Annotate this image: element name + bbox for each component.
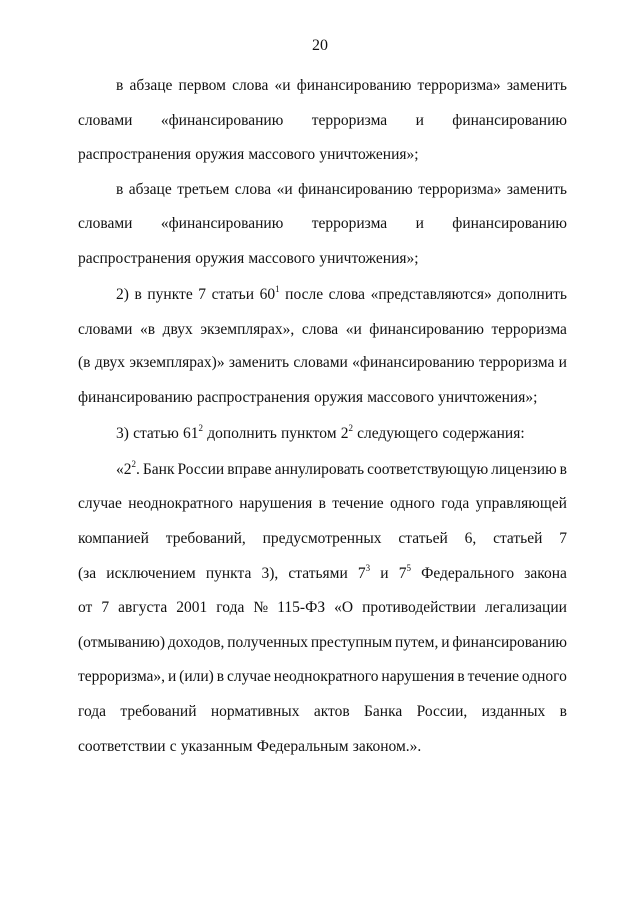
word: оружия xyxy=(195,146,245,163)
word: в xyxy=(318,495,326,512)
word: лицензию xyxy=(491,461,557,478)
word: «финансированию xyxy=(160,215,284,232)
word: терроризма», xyxy=(78,668,166,685)
word: следующего xyxy=(357,425,439,442)
word: нарушения xyxy=(381,668,455,685)
word: финансированию xyxy=(452,634,567,651)
word: терроризма» xyxy=(417,77,501,94)
word: управляющей xyxy=(475,495,567,512)
word: уничтожения»; xyxy=(319,250,419,267)
word: актов xyxy=(313,703,350,720)
word: неоднократного xyxy=(273,668,379,685)
word: заменить xyxy=(506,181,567,198)
word: финансированию xyxy=(298,181,413,198)
word: статьями xyxy=(288,565,348,582)
word: противодействии xyxy=(362,599,476,616)
word: России, xyxy=(416,703,468,720)
word: массового xyxy=(248,250,316,267)
text-line xyxy=(78,529,567,549)
word: терроризма xyxy=(311,112,388,129)
word: слова xyxy=(234,181,272,198)
word: и xyxy=(380,565,389,582)
text-line xyxy=(116,180,567,200)
word: и xyxy=(558,354,567,371)
word: финансированию xyxy=(452,112,567,129)
word: терроризма xyxy=(491,321,567,338)
text-line xyxy=(78,145,567,165)
word: требований, xyxy=(165,530,246,547)
word: закона xyxy=(524,565,567,582)
word: двух xyxy=(162,321,193,338)
word: 115-ФЗ xyxy=(277,599,326,616)
word: и xyxy=(415,112,424,129)
word: полученных xyxy=(227,634,308,651)
word: течение xyxy=(467,668,519,685)
text-line xyxy=(78,737,567,757)
text-line xyxy=(78,633,567,653)
word: и xyxy=(167,668,177,685)
word: оружия xyxy=(314,389,364,406)
word: 2) xyxy=(116,286,129,303)
word: одного xyxy=(521,668,567,685)
word: случае xyxy=(226,668,271,685)
word: массового xyxy=(367,389,434,406)
text-line xyxy=(78,353,567,373)
word: после xyxy=(285,286,324,303)
word: «и xyxy=(274,77,291,94)
word: абзаце xyxy=(128,181,172,198)
word: соответствии xyxy=(78,738,166,755)
word: «и xyxy=(276,181,293,198)
word: 3) xyxy=(116,425,129,442)
word: (отмыванию) xyxy=(78,634,166,651)
word: пунктом xyxy=(281,425,337,442)
word: терроризма xyxy=(478,354,555,371)
word: абзаце xyxy=(129,77,173,94)
word: третьем xyxy=(177,181,230,198)
word: Федеральным xyxy=(256,738,349,755)
word: распространения xyxy=(78,250,192,267)
word: в xyxy=(116,77,124,94)
word: течение xyxy=(332,495,384,512)
word: словами xyxy=(78,112,133,129)
text-line xyxy=(78,249,567,269)
word: в xyxy=(216,668,225,685)
word: года xyxy=(78,703,107,720)
word: России xyxy=(177,461,225,478)
word: года xyxy=(441,495,470,512)
word: «финансированию xyxy=(160,112,284,129)
text-line xyxy=(78,214,567,234)
word: уничтожения»; xyxy=(438,389,538,406)
text-line xyxy=(116,76,567,96)
word: нарушения xyxy=(239,495,313,512)
word: «в xyxy=(140,321,156,338)
word: года xyxy=(216,599,245,616)
word: статью xyxy=(133,425,179,442)
word: распространения xyxy=(196,389,310,406)
text-line xyxy=(78,702,567,722)
word: финансированию xyxy=(369,321,484,338)
word: от xyxy=(78,599,93,616)
word: экземплярах)» xyxy=(129,354,225,371)
word: слова xyxy=(232,77,269,94)
word: первом xyxy=(178,77,226,94)
text-line xyxy=(78,598,567,618)
text-line xyxy=(78,494,567,514)
word: № xyxy=(253,599,269,616)
word: (в xyxy=(78,354,91,371)
word: дополнить xyxy=(207,425,277,442)
word: 3), xyxy=(261,565,279,582)
word: терроризма xyxy=(311,215,388,232)
word: «представляются» xyxy=(370,286,492,303)
word: словами xyxy=(293,354,348,371)
word: заменить xyxy=(228,354,290,371)
word: слова xyxy=(301,321,339,338)
word: финансированию xyxy=(296,77,412,94)
word: финансированию xyxy=(452,215,567,232)
word: $7^3$ xyxy=(357,562,371,582)
word: распространения xyxy=(78,146,192,163)
word: в xyxy=(116,181,124,198)
word: (или) xyxy=(179,668,214,685)
word: изданных xyxy=(481,703,546,720)
word: $2^2$ xyxy=(340,422,353,442)
word: «и xyxy=(345,321,362,338)
word: заменить xyxy=(506,77,567,94)
word: легализации xyxy=(485,599,567,616)
word: указанным xyxy=(180,738,253,755)
word: компанией xyxy=(78,530,149,547)
word: законом.». xyxy=(352,738,422,755)
word: в xyxy=(134,286,142,303)
word: исключением xyxy=(106,565,196,582)
text-line xyxy=(116,460,567,480)
word: 7 xyxy=(559,530,567,547)
word: статьей xyxy=(493,530,543,547)
word: 7 xyxy=(198,286,207,303)
word: 6, xyxy=(464,530,477,547)
word: терроризма» xyxy=(418,181,502,198)
word: и xyxy=(415,215,424,232)
word: преступным xyxy=(310,634,393,651)
word: финансированию xyxy=(78,389,193,406)
word: 2001 xyxy=(176,599,208,616)
word: дополнить xyxy=(497,286,567,303)
word: $60^1$ xyxy=(259,283,280,303)
word: и xyxy=(441,634,450,651)
word: уничтожения»; xyxy=(319,146,419,163)
word: с xyxy=(169,738,177,755)
word: 7 xyxy=(101,599,110,616)
word: статьи xyxy=(211,286,255,303)
word: «финансированию xyxy=(352,354,475,371)
word: одного xyxy=(389,495,435,512)
word: аннулировать xyxy=(274,461,365,478)
word: двух xyxy=(94,354,125,371)
word: слова xyxy=(328,286,366,303)
text-line xyxy=(78,111,567,131)
text-line xyxy=(116,285,567,305)
word: оружия xyxy=(195,250,245,267)
word: неоднократного xyxy=(128,495,233,512)
word: в xyxy=(559,461,567,478)
word: требований xyxy=(120,703,197,720)
text-line xyxy=(116,424,567,444)
text-line xyxy=(78,564,567,584)
word: августа xyxy=(118,599,168,616)
word: Банк xyxy=(142,461,175,478)
word: содержания: xyxy=(442,425,525,442)
word: пункта xyxy=(205,565,252,582)
text-line xyxy=(78,320,567,340)
word: предусмотренных xyxy=(262,530,382,547)
text-line xyxy=(78,388,567,408)
word: «$2^2$. xyxy=(116,458,140,478)
word: путем, xyxy=(394,634,439,651)
text-line xyxy=(78,667,567,687)
word: пункте xyxy=(147,286,193,303)
word: словами xyxy=(78,321,133,338)
word: в xyxy=(559,703,567,720)
word: массового xyxy=(248,146,316,163)
word: «О xyxy=(334,599,354,616)
word: $61^2$ xyxy=(183,422,204,442)
word: соответствующую xyxy=(367,461,489,478)
word: экземплярах», xyxy=(200,321,295,338)
word: случае xyxy=(78,495,122,512)
word: (за xyxy=(78,565,97,582)
word: в xyxy=(457,668,465,685)
page-number: 20 xyxy=(312,37,328,54)
word: словами xyxy=(78,215,133,232)
word: $7^5$ xyxy=(398,562,411,582)
word: статьей xyxy=(398,530,448,547)
word: нормативных xyxy=(210,703,300,720)
word: Федерального xyxy=(421,565,515,582)
word: Банка xyxy=(364,703,403,720)
word: вправе xyxy=(227,461,272,478)
word: доходов, xyxy=(167,634,225,651)
